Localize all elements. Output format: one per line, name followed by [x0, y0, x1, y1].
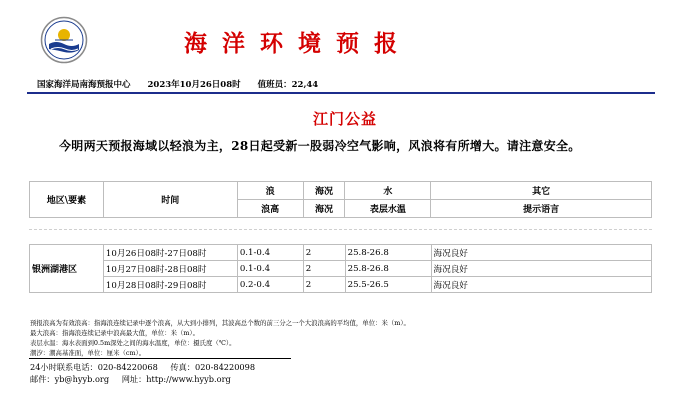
hotline: 24小时联系电话：020-84220068 [30, 362, 158, 372]
website: 网址：http://www.hyyb.org [121, 374, 231, 384]
email: 邮件：yb@hyyb.org [30, 374, 110, 384]
water-temp-cell: 25.8-26.8 [345, 245, 431, 261]
agency-name: 国家海洋局南海预报中心 [37, 80, 131, 90]
forecast-table-body [29, 244, 652, 293]
time-cell: 10月28日08时-29日08时 [103, 277, 237, 293]
page-title: 海洋环境预报 [184, 30, 412, 57]
tip-cell: 海况良好 [431, 277, 652, 293]
header-wave: 浪 [237, 182, 303, 200]
header-time: 时间 [103, 182, 237, 218]
water-temp-cell: 25.5-26.5 [345, 277, 431, 293]
issue-time: 2023年10月26日08时 [147, 80, 241, 90]
time-cell: 10月27日08时-28日08时 [103, 261, 237, 277]
table-row [30, 261, 652, 277]
definitions-notes [30, 318, 410, 358]
header-surface-temp: 表层水温 [345, 200, 431, 218]
note-effective-wave: 预报浪高为有效浪高：指海浪连续记录中逐个浪高，从大到小排列，其波高总个数的前三分之一个大浪浪高的平均值，单位：米（m）。 [30, 319, 410, 327]
fax: 传真：020-84220098 [170, 362, 256, 372]
header-sea-state-sub: 海况 [303, 200, 345, 218]
wave-height-cell: 0.1-0.4 [237, 261, 303, 277]
region-title: 江门公益 [312, 110, 377, 128]
table-gap-divider [29, 229, 652, 230]
contact-divider [29, 358, 291, 359]
sea-state-cell: 2 [303, 277, 345, 293]
wave-height-cell: 0.2-0.4 [237, 277, 303, 293]
header-sea-state: 海况 [303, 182, 345, 200]
duty-staff: 值班员：22,44 [257, 80, 319, 90]
header-other: 其它 [431, 182, 652, 200]
header-divider [27, 92, 655, 94]
tip-cell: 海况良好 [431, 261, 652, 277]
table-row [30, 277, 652, 293]
area-name: 银洲湖港区 [30, 245, 104, 293]
sea-state-cell: 2 [303, 261, 345, 277]
forecast-table-header [29, 181, 652, 218]
wave-height-cell: 0.1-0.4 [237, 245, 303, 261]
table-row [30, 245, 652, 261]
issue-info [37, 78, 332, 90]
water-temp-cell: 25.8-26.8 [345, 261, 431, 277]
sea-state-cell: 2 [303, 245, 345, 261]
tip-cell: 海况良好 [431, 245, 652, 261]
note-surface-temp: 表层水温：海水表面到0.5m深处之间的海水温度，单位：摄氏度（℃）。 [30, 339, 236, 347]
time-cell: 10月26日08时-27日08时 [103, 245, 237, 261]
contact-info [30, 361, 265, 385]
note-tide: 潮汐：潮高基准面，单位：厘米（cm）。 [30, 349, 146, 357]
header-water: 水 [345, 182, 431, 200]
header-wave-height: 浪高 [237, 200, 303, 218]
soa-emblem-icon [40, 16, 88, 64]
header-tip: 提示语言 [431, 200, 652, 218]
forecast-summary: 今明两天预报海域以轻浪为主，28日起受新一股弱冷空气影响，风浪将有所增大。请注意安全。 [59, 139, 581, 153]
note-max-wave: 最大浪高：指海浪连续记录中浪高最大值，单位：米（m）。 [30, 329, 200, 337]
header-region: 地区\要素 [30, 182, 104, 218]
